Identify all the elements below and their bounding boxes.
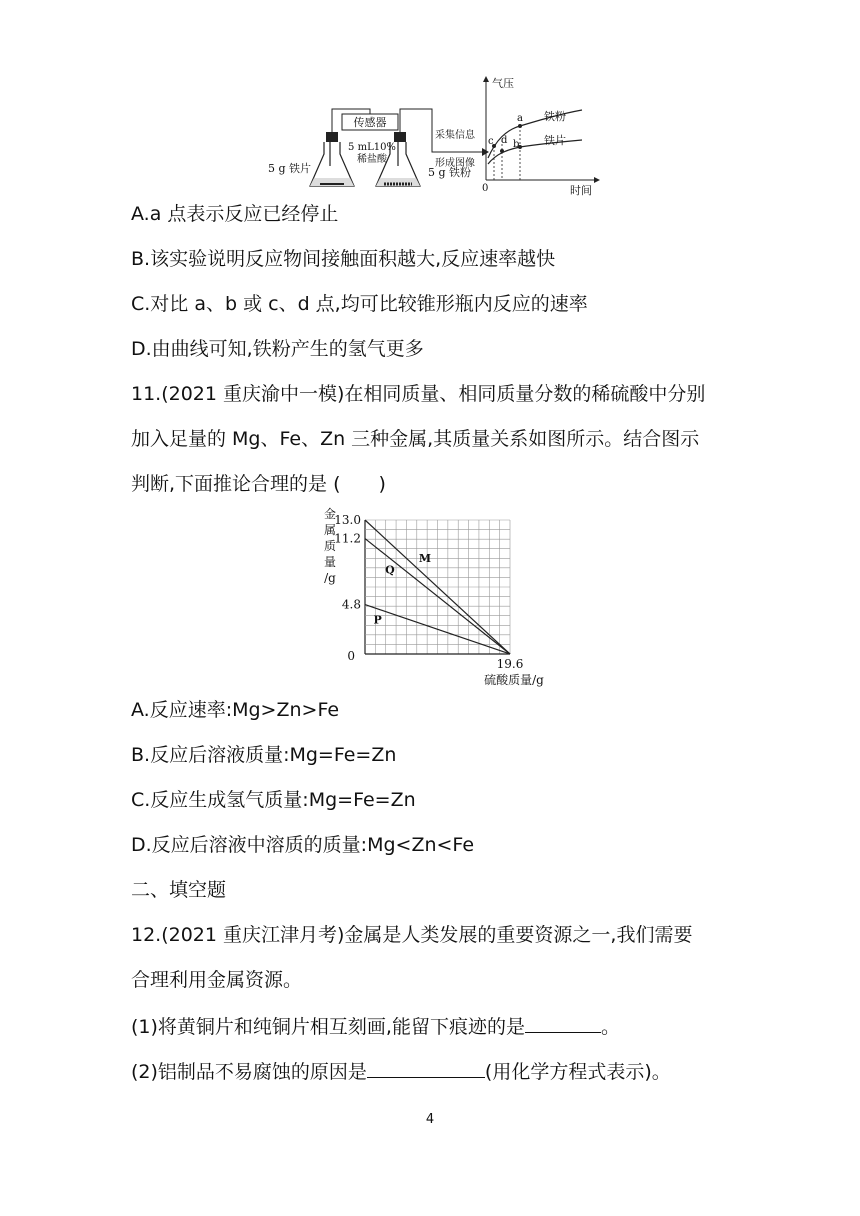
- q10-option-a: A.a 点表示反应已经停止: [131, 203, 339, 225]
- pressure-graph: [482, 76, 600, 196]
- hcl-line1: 5 mL10%: [348, 142, 396, 153]
- series-label-Q: Q: [385, 563, 395, 577]
- point-c: c: [488, 136, 494, 147]
- q12-stem-line1: 12.(2021 重庆江津月考)金属是人类发展的重要资源之一,我们需要: [131, 924, 693, 946]
- point-b: b: [513, 139, 520, 150]
- page-number: 4: [425, 1112, 435, 1127]
- y-axis-label-char: 金: [323, 507, 337, 521]
- y-axis-label-char: 量: [323, 555, 337, 569]
- answer-blank-2[interactable]: [367, 1057, 485, 1078]
- q11-stem-line1: 11.(2021 重庆渝中一模)在相同质量、相同质量分数的稀硫酸中分别: [131, 383, 706, 405]
- y-tick-label: 13.0: [334, 513, 361, 527]
- q11-stem-line2: 加入足量的 Mg、Fe、Zn 三种金属,其质量关系如图所示。结合图示: [131, 428, 700, 450]
- q12-sub1: [131, 1012, 620, 1040]
- left-flask-label: 5 g 铁片: [268, 162, 312, 175]
- right-flask-label: 5 g 铁粉: [428, 166, 472, 179]
- origin-label: 0: [347, 649, 355, 663]
- q12-sub2-text: (2)铝制品不易腐蚀的原因是: [131, 1061, 367, 1083]
- label-iron-powder: 铁粉: [544, 110, 566, 123]
- q12-sub1-end: 。: [600, 1016, 620, 1038]
- collect-line2: 形成图像: [435, 158, 475, 169]
- y-axis-label-char: 属: [323, 523, 337, 537]
- collect-line1: 采集信息: [435, 130, 475, 141]
- y-tick-label: 11.2: [334, 531, 361, 546]
- label-iron-sheet: 铁片: [544, 134, 566, 147]
- y-axis-label-char: 质: [323, 539, 337, 553]
- q11-option-a: A.反应速率:Mg>Zn>Fe: [131, 699, 340, 721]
- metal-mass-chart: [310, 504, 580, 690]
- q12-sub2: [131, 1057, 671, 1085]
- y-axis-label-char: /g: [324, 571, 336, 585]
- q11-option-b: B.反应后溶液质量:Mg=Fe=Zn: [131, 744, 397, 766]
- x-tick-label: 19.6: [496, 657, 524, 671]
- answer-blank-1[interactable]: [525, 1012, 601, 1033]
- q10-option-c: C.对比 a、b 或 c、d 点,均可比较锥形瓶内反应的速率: [131, 293, 588, 315]
- series-label-M: M: [418, 552, 432, 566]
- sensor-label: 传感器: [353, 116, 387, 129]
- hcl-line2: 稀盐酸: [357, 154, 387, 165]
- q11-option-d: D.反应后溶液中溶质的质量:Mg<Zn<Fe: [131, 834, 475, 856]
- origin-label: 0: [482, 183, 489, 194]
- point-d: d: [501, 135, 508, 146]
- q12-sub2-end: (用化学方程式表示)。: [484, 1061, 671, 1083]
- left-flask: [310, 132, 354, 186]
- q12-stem-line2: 合理利用金属资源。: [131, 969, 303, 991]
- q11-option-c: C.反应生成氢气质量:Mg=Fe=Zn: [131, 789, 416, 811]
- q11-stem-line3: 判断,下面推论合理的是 ( ): [131, 473, 386, 495]
- section-title: 二、填空题: [131, 879, 227, 901]
- x-axis-label: 硫酸质量/g: [484, 673, 544, 687]
- x-axis-label: 时间: [570, 184, 592, 196]
- q10-option-b: B.该实验说明反应物间接触面积越大,反应速率越快: [131, 248, 556, 270]
- y-tick-label: 4.8: [341, 597, 361, 612]
- apparatus-figure: [260, 74, 600, 196]
- y-axis-label: 气压: [492, 77, 514, 90]
- point-a: a: [517, 113, 523, 124]
- q10-option-d: D.由曲线可知,铁粉产生的氢气更多: [131, 338, 424, 360]
- q12-sub1-text: (1)将黄铜片和纯铜片相互刻画,能留下痕迹的是: [131, 1016, 525, 1038]
- series-label-P: P: [373, 613, 382, 627]
